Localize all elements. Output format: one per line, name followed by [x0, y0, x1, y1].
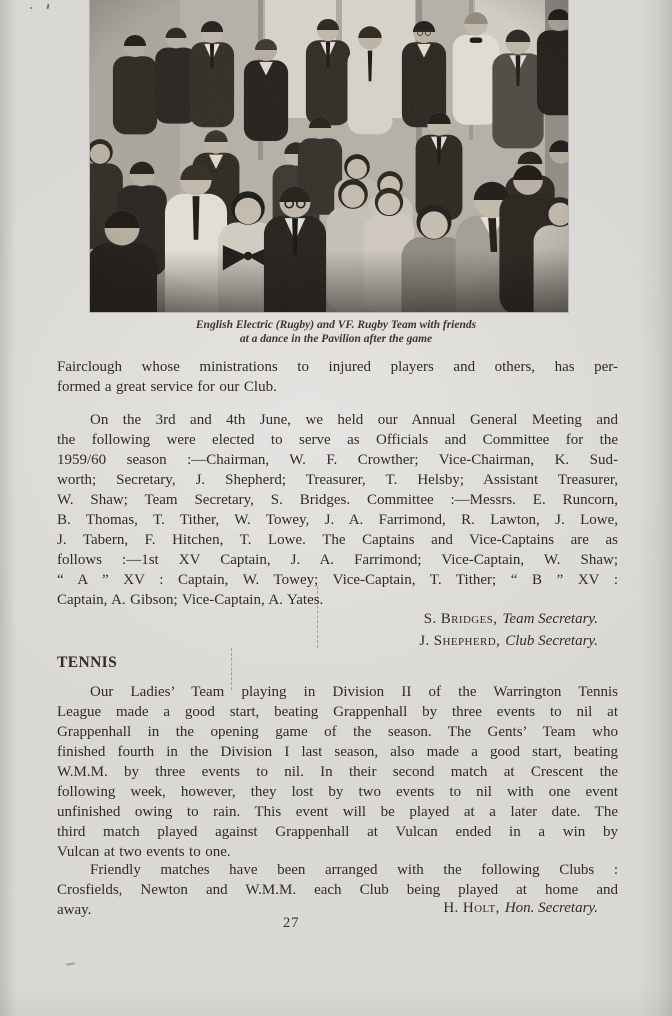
text-line: B. Thomas, T. Tither, W. Towey, J. A. Farrimond, R. Lawton, J. Lowe,	[57, 512, 618, 528]
text-line: Crosfields, Newton and W.M.M. each Club being played at home and	[57, 882, 618, 898]
signature-title: Team Secretary.	[502, 611, 598, 627]
photo-caption-line-1: English Electric (Rugby) and VF. Rugby Team with friends	[195, 319, 477, 331]
scan-crease	[231, 648, 233, 690]
text-line: formed a great service for our Club.	[57, 379, 277, 395]
text-line: Vulcan at two events to one.	[57, 844, 231, 860]
text-line: J. Tabern, F. Hitchen, T. Lowe. The Captains and Vice-Captains are as	[57, 532, 618, 548]
signature-name: J. Shepherd,	[419, 632, 501, 649]
paragraph-fairclough	[57, 357, 618, 397]
signature-name: S. Bridges,	[423, 611, 498, 627]
signature-name: H. Holt,	[443, 900, 500, 916]
text-line: following week, however, they lost by two events to nil with one event	[57, 784, 618, 800]
rugby-signatures	[419, 609, 598, 652]
signature-club-secretary	[419, 631, 598, 653]
text-line: Fairclough whose ministrations to injured players and others, has per-	[57, 359, 618, 375]
signature-title: Club Secretary.	[505, 632, 598, 649]
page-number: 27	[283, 915, 300, 931]
paragraph-agm-officials	[57, 410, 618, 610]
signature-title: Hon. Secretary.	[504, 900, 598, 916]
text-line: follows :—1st XV Captain, J. A. Farrimond; Vice-Captain, W. Shaw;	[57, 552, 618, 568]
text-line: “ A ” XV : Captain, W. Towey; Vice-Captain, T. Tither; “ B ” XV :	[57, 572, 618, 588]
text-line: Our Ladies’ Team playing in Division II of the Warrington Tennis	[90, 684, 618, 700]
tennis-section-heading: TENNIS	[57, 654, 118, 671]
text-line: unfinished owing to rain. This event will be played at a later date. The	[57, 804, 618, 820]
text-line: the following were elected to serve as Officials and Committee for the	[57, 432, 618, 448]
photo-caption-line-2: at a dance in the Pavilion after the game	[239, 332, 433, 345]
text-column	[57, 0, 618, 1016]
text-line: third match played against Grappenhall at Vulcan ended in a win by	[57, 824, 618, 840]
scan-crease	[317, 586, 319, 648]
scan-speck	[47, 4, 50, 9]
signature-team-secretary	[419, 609, 598, 631]
text-line: W. Shaw; Team Secretary, S. Bridges. Committee :—Messrs. E. Runcorn,	[57, 492, 618, 508]
paragraph-tennis-league	[57, 682, 618, 862]
text-line: finished fourth in the Division I last season, also made a good start, beating	[57, 744, 618, 760]
scan-speck	[30, 7, 32, 9]
text-line: Friendly matches have been arranged with the following Clubs :	[90, 862, 618, 878]
text-line: On the 3rd and 4th June, we held our Annual General Meeting and	[90, 412, 618, 428]
text-line: away.	[57, 902, 92, 918]
text-line: worth; Secretary, J. Shepherd; Treasurer, T. Helsby; Assistant Treasurer,	[57, 472, 618, 488]
text-line: W.M.M. by three events to nil. In their second match at Crescent the	[57, 764, 618, 780]
text-line: Grappenhall in the opening game of the season. The Gents’ Team who	[57, 724, 618, 740]
text-line: League made a good start, beating Grappenhall by three events to nil at	[57, 704, 618, 720]
signature-hon-secretary	[443, 900, 598, 917]
text-line: 1959/60 season :—Chairman, W. F. Crowther; Vice-Chairman, K. Sud-	[57, 452, 618, 468]
text-line: Captain, A. Gibson; Vice-Captain, A. Yates.	[57, 592, 324, 608]
